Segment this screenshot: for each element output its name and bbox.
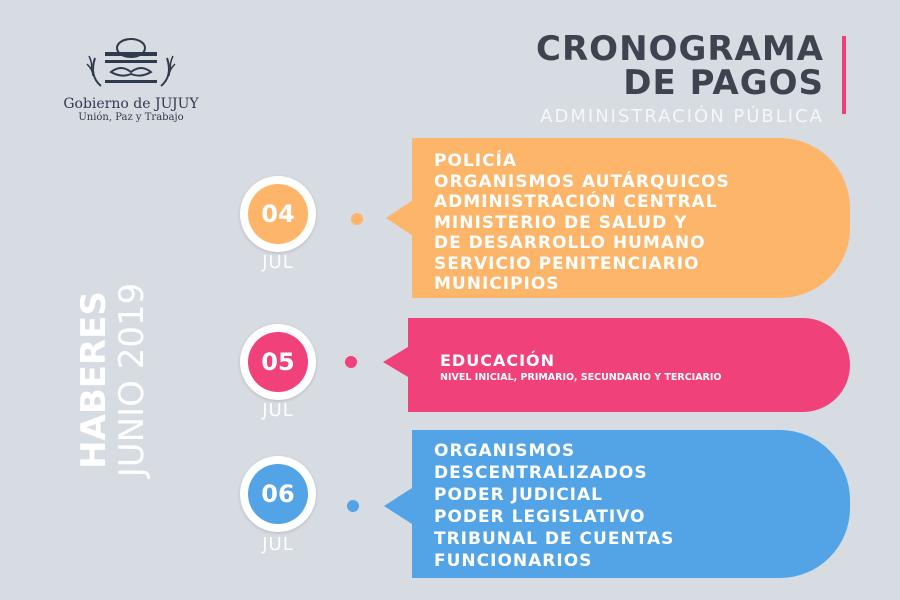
vertical-line-1: HABERES	[74, 291, 115, 469]
panel-items-3	[434, 440, 674, 572]
date-day-1: 04	[248, 184, 308, 244]
date-circle-3	[240, 456, 316, 532]
vertical-line-2: JUNIO 2019	[112, 282, 153, 478]
panel-items-1	[434, 151, 730, 295]
panel-1-item: ADMINISTRACIÓN CENTRAL	[434, 192, 718, 212]
date-day-2: 05	[248, 332, 308, 392]
title-accent-bar	[842, 36, 846, 114]
vertical-heading	[50, 260, 176, 500]
panel-3-item: TRIBUNAL DE CUENTAS	[434, 529, 675, 549]
date-circle-2	[240, 324, 316, 400]
panel-1-item: ORGANISMOS AUTÁRQUICOS	[434, 171, 730, 192]
panel-3-item: FUNCIONARIOS	[434, 551, 593, 571]
title-line-2: DE PAGOS	[623, 63, 824, 103]
panel-1-item: POLICÍA	[434, 151, 518, 171]
title-line-1: CRONOGRAMA	[536, 29, 824, 69]
connector-dot-2	[345, 356, 357, 368]
government-name: Gobierno de JUJUY	[63, 96, 199, 112]
panel-3-item: DESCENTRALIZADOS	[434, 463, 648, 483]
government-logo	[36, 30, 226, 123]
handshake-seal-icon	[71, 30, 191, 92]
panel-1-item: MINISTERIO DE SALUD Y	[434, 212, 688, 233]
panel-notch-3	[384, 488, 412, 524]
panel-1-item: MUNICIPIOS	[434, 274, 560, 294]
date-circle-1	[240, 176, 316, 252]
date-day-3: 06	[248, 464, 308, 524]
date-month-2: JUL	[262, 400, 294, 421]
panel-1-item: DE DESARROLLO HUMANO	[434, 233, 706, 253]
date-month-1: JUL	[262, 252, 294, 273]
connector-dot-3	[347, 500, 359, 512]
title-subtitle: ADMINISTRACIÓN PÚBLICA	[540, 106, 824, 127]
panel-1-item: SERVICIO PENITENCIARIO	[434, 253, 700, 274]
panel-items-2	[440, 351, 721, 385]
panel-notch-1	[386, 200, 413, 236]
panel-2-subitem: NIVEL INICIAL, PRIMARIO, SECUNDARIO Y TERCIARIO	[440, 372, 722, 383]
panel-3-item: ORGANISMOS	[434, 441, 576, 461]
title-block	[536, 29, 824, 127]
panel-3-item: PODER LEGISLATIVO	[434, 507, 646, 527]
government-motto: Unión, Paz y Trabajo	[78, 112, 184, 123]
connector-dot-1	[351, 213, 363, 225]
date-month-3: JUL	[262, 534, 294, 555]
panel-3-item: PODER JUDICIAL	[434, 485, 604, 505]
panel-2-item: EDUCACIÓN	[440, 351, 556, 370]
